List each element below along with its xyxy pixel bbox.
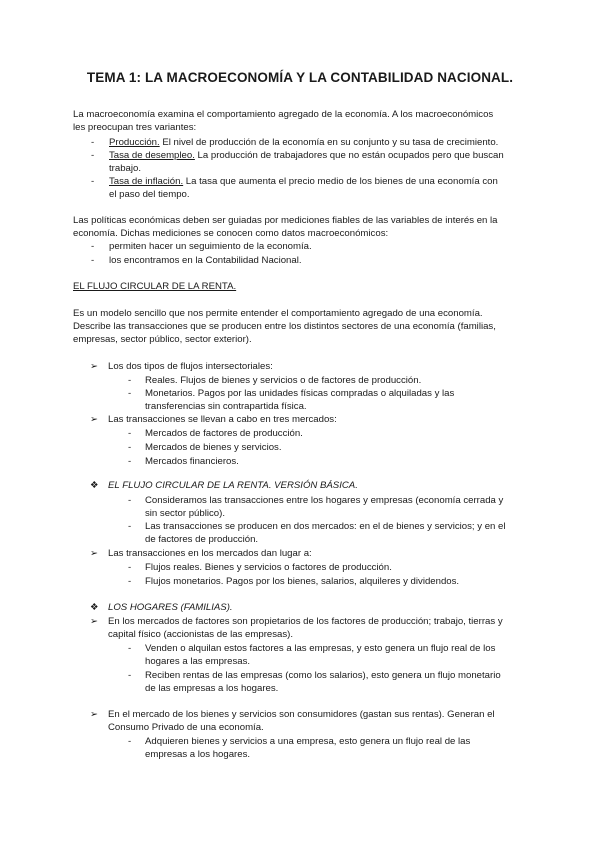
basic-flujos-monetarios: Flujos monetarios. Pagos por los bienes, salarios, alquileres y dividendos. (145, 576, 460, 587)
households-sub-1-cont: hogares a las empresas. (145, 656, 251, 667)
market-bienes: Mercados de bienes y servicios. (145, 442, 282, 453)
households-sub-2-cont: de las empresas a los hogares. (145, 683, 279, 694)
dash-marker: - (128, 576, 132, 587)
list-item-inflacion (109, 175, 498, 188)
section-para-line-3: empresas, sector público, sector exterior). (73, 334, 252, 345)
market-financieros: Mercados financieros. (145, 456, 239, 467)
list-item-desempleo (109, 149, 504, 162)
dash-marker: - (91, 137, 95, 148)
households-item-2-cont: Consumo Privado de una economía. (108, 722, 264, 733)
flows-item-1: Los dos tipos de flujos intersectoriales: (108, 361, 273, 372)
term-inflacion: Tasa de inflación. (109, 176, 184, 187)
list-item-inflacion-cont: el paso del tiempo. (109, 189, 190, 200)
arrow-bullet: ➢ (90, 414, 99, 425)
arrow-bullet: ➢ (90, 616, 99, 627)
dash-marker: - (128, 495, 132, 506)
dash-marker: - (128, 670, 132, 681)
households-heading: LOS HOGARES (FAMILIAS). (108, 602, 233, 613)
dash-marker: - (128, 375, 132, 386)
households-item-1: En los mercados de factores son propietarios de los factores de producción; trabajo, tierras y (108, 616, 503, 627)
basic-flujos-reales: Flujos reales. Bienes y servicios o factores de producción. (145, 562, 392, 573)
policy-item-1: permiten hacer un seguimiento de la economía. (109, 241, 312, 252)
basic-sub-1: Consideramos las transacciones entre los hogares y empresas (economía cerrada y (145, 495, 504, 506)
flows-sub-1: Reales. Flujos de bienes y servicios o de factores de producción. (145, 375, 422, 386)
section-para-line-1: Es un modelo sencillo que nos permite entender el comportamiento agregado de una economía. (73, 308, 483, 319)
households-sub-3: Adquieren bienes y servicios a una empresa, esto genera un flujo real de las (145, 736, 471, 747)
basic-heading: EL FLUJO CIRCULAR DE LA RENTA. VERSIÓN BÁSICA. (108, 480, 358, 491)
item-text: La tasa que aumenta el precio medio de los bienes de una economía con (183, 176, 498, 187)
households-item-2: En el mercado de los bienes y servicios son consumidores (gastan sus rentas). Generan el (108, 709, 495, 720)
market-factores: Mercados de factores de producción. (145, 428, 303, 439)
diamond-bullet: ❖ (90, 602, 99, 613)
basic-sub-2-cont: de factores de producción. (145, 534, 259, 545)
dash-marker: - (128, 388, 132, 399)
term-desempleo: Tasa de desempleo. (109, 150, 195, 161)
households-sub-2: Reciben rentas de las empresas (como los salarios), esto genera un flujo monetario (145, 670, 501, 681)
flows-sub-2: Monetarios. Pagos por las unidades físicas compradas o alquiladas y las (145, 388, 455, 399)
dash-marker: - (128, 442, 132, 453)
households-item-1-cont: capital físico (accionistas de las empresas). (108, 629, 294, 640)
section-para-line-2: Describe las transacciones que se producen entre los distintos sectores de una economía (familias, (73, 321, 496, 332)
basic-sub-2: Las transacciones se producen en dos mercados: en el de bienes y servicios; y en el (145, 521, 506, 532)
section-heading-flujo: EL FLUJO CIRCULAR DE LA RENTA. (73, 281, 237, 292)
basic-item-3: Las transacciones en los mercados dan lugar a: (108, 548, 312, 559)
intro-line-1: La macroeconomía examina el comportamiento agregado de la economía. A los macroeconómicos (73, 109, 494, 120)
list-item-desempleo-cont: trabajo. (109, 163, 141, 174)
dash-marker: - (128, 456, 132, 467)
dash-marker: - (128, 428, 132, 439)
dash-marker: - (128, 562, 132, 573)
policy-line-1: Las políticas económicas deben ser guiadas por mediciones fiables de las variables de interés en la (73, 215, 498, 226)
dash-marker: - (91, 241, 95, 252)
households-sub-3-cont: empresas a los hogares. (145, 749, 251, 760)
arrow-bullet: ➢ (90, 361, 99, 372)
households-sub-1: Venden o alquilan estos factores a las empresas, y esto genera un flujo real de los (145, 643, 496, 654)
intro-line-2: les preocupan tres variantes: (73, 122, 197, 133)
arrow-bullet: ➢ (90, 548, 99, 559)
flows-sub-2-cont: transferencias sin contrapartida física. (145, 401, 307, 412)
basic-sub-1-cont: sin sector público). (145, 508, 225, 519)
dash-marker: - (128, 643, 132, 654)
item-text: El nivel de producción de la economía en su conjunto y su tasa de crecimiento. (159, 137, 499, 148)
dash-marker: - (128, 736, 132, 747)
diamond-bullet: ❖ (90, 480, 99, 491)
term-produccion: Producción. (109, 137, 160, 148)
arrow-bullet: ➢ (90, 709, 99, 720)
flows-item-2: Las transacciones se llevan a cabo en tres mercados: (108, 414, 337, 425)
item-text: La producción de trabajadores que no están ocupados pero que buscan (194, 150, 504, 161)
policy-line-2: economía. Dichas mediciones se conocen como datos macroeconómicos: (73, 228, 389, 239)
dash-marker: - (128, 521, 132, 532)
page-title: TEMA 1: LA MACROECONOMÍA Y LA CONTABILIDAD NACIONAL. (86, 70, 514, 85)
policy-item-2: los encontramos en la Contabilidad Nacional. (109, 255, 302, 266)
list-item-produccion (109, 136, 498, 149)
dash-marker: - (91, 150, 95, 161)
dash-marker: - (91, 176, 95, 187)
dash-marker: - (91, 255, 95, 266)
